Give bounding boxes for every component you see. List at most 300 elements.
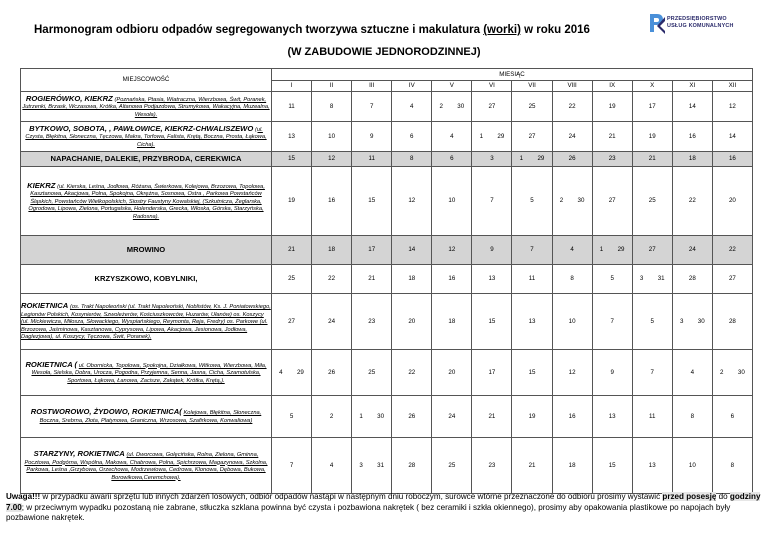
date-cell bbox=[352, 236, 392, 265]
date-cell bbox=[512, 396, 552, 438]
date-value: 28 bbox=[688, 275, 696, 283]
date-value: 25 bbox=[528, 102, 536, 110]
date-cell bbox=[632, 265, 672, 294]
date-value: 13 bbox=[528, 317, 536, 325]
date-cell bbox=[272, 438, 312, 494]
date-cell bbox=[392, 438, 432, 494]
date-value: 13 bbox=[488, 275, 496, 283]
date-cell bbox=[672, 167, 712, 236]
date-cell bbox=[352, 122, 392, 152]
date-cell bbox=[552, 350, 592, 396]
date-cell bbox=[432, 265, 472, 294]
date-cell bbox=[432, 167, 472, 236]
location-cell bbox=[21, 265, 272, 294]
date-value: 4 bbox=[450, 132, 454, 140]
date-cell bbox=[392, 294, 432, 350]
date-cell bbox=[312, 294, 352, 350]
date-cell bbox=[352, 294, 392, 350]
date-cell bbox=[352, 265, 392, 294]
location-streets: ul. Obornicka, Topolowa, Spokojna, Działkowa, Witkowa, Wierzbowa, Miła, Wesoła, Sielska, Dobra, Urocza, Pogodna, Przyjemna, Senna, Jasna, Cicha, Szamotulska, Sportowa, Łąkowa, Łanowa, Zacisze, Zakątek, Krótka, Krętą,). bbox=[31, 362, 267, 384]
schedule-table bbox=[20, 68, 753, 494]
month-col-3: III bbox=[352, 81, 392, 92]
month-col-2: II bbox=[312, 81, 352, 92]
date-cell bbox=[352, 396, 392, 438]
date-cell bbox=[552, 152, 592, 167]
location-streets: (os. Trakt Napoleoński (ul. Trakt Napoleoński, Noblistów, Ks. J. Poniatowskiego, Legionów Polskich, Kosynierów, Szwoleżerów, Kościuszkowców, Huzarów, Ułanów) os. Koszycy (ul. Mickiewicza, Miłosza, Słowackiego, Wyspiańskiego, Reymonta, Reja, Fredry) os. Parkowe (ul. Brzozowa, Jaśminowa, Kasztanowa, Cyprysowa, Lipowa, Akacjowa, Jesionowa, Jodłowa, Daglezjowa), ul. Koszycy, Tęczowa, Świt, Poranek), bbox=[21, 304, 271, 341]
date-cell bbox=[512, 167, 552, 236]
location-header: MIEJSCOWOŚĆ bbox=[21, 69, 272, 92]
date-value: 21 bbox=[648, 155, 656, 163]
date-cell bbox=[672, 350, 712, 396]
title-worki: (worki) bbox=[483, 24, 521, 36]
date-value: 15 bbox=[488, 317, 496, 325]
location-name: NAPACHANIE, DALEKIE, PRZYBRODA, CEREKWICA bbox=[50, 153, 242, 163]
date-value: 17 bbox=[488, 368, 496, 376]
date-cell bbox=[472, 167, 512, 236]
date-value: 7 bbox=[530, 246, 534, 254]
date-cell bbox=[272, 396, 312, 438]
date-cell bbox=[712, 396, 752, 438]
date-cell bbox=[392, 350, 432, 396]
date-value: 21 bbox=[608, 132, 616, 140]
date-value: 13 bbox=[608, 412, 616, 420]
date-cell bbox=[512, 236, 552, 265]
date-value: 19 bbox=[528, 412, 536, 420]
date-value: 21 bbox=[528, 461, 536, 469]
schedule-body bbox=[21, 92, 753, 494]
location-streets: (Poznańska, Ptasia, Wiatraczna, Wierzbowa, Świt, Poranek, Jutrzenki, Brzask, Wczasowa, Krótka, Altanowa Podjazdowa, Strumykowa, Wakacyjna, Muzealna, Wesoła). bbox=[22, 96, 270, 118]
location-name: KIEKRZ bbox=[27, 180, 56, 190]
date-cell bbox=[712, 122, 752, 152]
date-cell bbox=[712, 350, 752, 396]
location-cell bbox=[21, 92, 272, 122]
schedule-row bbox=[21, 167, 753, 236]
highlight-godzina: godziny 7.00 bbox=[6, 492, 761, 512]
date-value: 12 bbox=[328, 155, 336, 163]
date-cell bbox=[272, 92, 312, 122]
date-value: 22 bbox=[568, 102, 576, 110]
date-cell bbox=[392, 152, 432, 167]
date-cell bbox=[512, 350, 552, 396]
date-value: 19 bbox=[648, 132, 656, 140]
date-cell bbox=[392, 265, 432, 294]
schedule-row bbox=[21, 438, 753, 494]
date-cell bbox=[552, 167, 592, 236]
date-cell bbox=[272, 167, 312, 236]
date-value: 21 bbox=[368, 275, 376, 283]
location-name: ROKIETNICA ( bbox=[25, 359, 78, 369]
footer-note: Uwaga!!! w przypadku awarii sprzętu lub innych zdarzeń losowych, odbiór odpadów nastąpi w następnym dniu roboczym, surowce wtórne przeznaczone do odbioru prosimy wystawić przed posesję do godziny 7.00; w przeciwnym wypadku pozostaną nie zabrane, stłuczka szklana powinna być czysta i pozbawiona nakrętek ( bez ceramiki i szkła okiennego), prosimy aby opakowania plastikowe po napojach były pozbawione nakrętek. bbox=[6, 492, 761, 523]
date-value: 29 bbox=[537, 155, 545, 163]
date-value: 24 bbox=[448, 412, 456, 420]
date-cell bbox=[552, 396, 592, 438]
date-value: 18 bbox=[448, 317, 456, 325]
date-value: 24 bbox=[688, 246, 696, 254]
schedule-row bbox=[21, 122, 753, 152]
date-value: 6 bbox=[730, 412, 735, 420]
date-value: 20 bbox=[728, 197, 736, 205]
date-cell bbox=[672, 152, 712, 167]
logo-line1: PRZEDSIĘBIORSTWO bbox=[667, 16, 727, 22]
schedule-row bbox=[21, 236, 753, 265]
date-value: 3 bbox=[639, 275, 644, 283]
date-value: 10 bbox=[688, 461, 696, 469]
date-cell bbox=[552, 438, 592, 494]
date-cell bbox=[272, 152, 312, 167]
date-value: 17 bbox=[648, 102, 656, 110]
date-cell bbox=[672, 294, 712, 350]
page-title: Harmonogram odbioru odpadów segregowanych tworzywa sztuczne i makulatura (worki) w roku 2016 bbox=[34, 24, 590, 36]
date-value: 26 bbox=[328, 368, 336, 376]
date-cell bbox=[472, 122, 512, 152]
date-value: 11 bbox=[649, 412, 656, 420]
date-value: 11 bbox=[288, 102, 295, 110]
location-name: KRZYSZKOWO, KOBYLNIKI, bbox=[94, 273, 198, 283]
date-cell bbox=[472, 438, 512, 494]
date-cell bbox=[472, 92, 512, 122]
month-col-10: X bbox=[632, 81, 672, 92]
location-cell bbox=[21, 350, 272, 396]
date-cell bbox=[712, 265, 752, 294]
location-cell bbox=[21, 167, 272, 236]
date-cell bbox=[672, 122, 712, 152]
date-value: 23 bbox=[368, 317, 376, 325]
date-value: 15 bbox=[288, 155, 295, 163]
date-value: 29 bbox=[497, 132, 505, 140]
date-value: 12 bbox=[448, 246, 456, 254]
date-value: 11 bbox=[528, 275, 536, 283]
date-cell bbox=[632, 152, 672, 167]
location-name: ROGIERÓWKO, KIEKRZ bbox=[25, 93, 113, 103]
date-value: 16 bbox=[448, 275, 456, 283]
date-cell bbox=[312, 265, 352, 294]
date-cell bbox=[552, 265, 592, 294]
date-cell bbox=[552, 92, 592, 122]
schedule-row bbox=[21, 152, 753, 167]
date-value: 4 bbox=[570, 246, 574, 254]
location-streets: (ul. Czysta, Błękitna, Słoneczna, Tęczowa, Makra, Torfowa, Falista, Krętą, Boczna, Prosta, Łąkowa, Cicha). bbox=[25, 126, 267, 148]
date-cell bbox=[312, 350, 352, 396]
month-col-5: V bbox=[432, 81, 472, 92]
date-value: 7 bbox=[289, 461, 294, 469]
date-value: 8 bbox=[329, 102, 334, 110]
date-value: 26 bbox=[408, 412, 416, 420]
date-value: 23 bbox=[488, 461, 496, 469]
location-cell bbox=[21, 294, 272, 350]
date-value: 16 bbox=[568, 412, 576, 420]
date-cell bbox=[352, 92, 392, 122]
month-col-4: IV bbox=[392, 81, 432, 92]
date-value: 12 bbox=[408, 197, 416, 205]
date-value: 18 bbox=[328, 246, 336, 254]
date-value: 4 bbox=[410, 102, 414, 110]
date-cell bbox=[312, 438, 352, 494]
location-streets: Kolejowa, Błękitna, Słoneczna, Boczna, Srebrna, Złota, Platynowa, Graniczna, Wrzosowa, Szafirkowa, Konwaliowa) bbox=[39, 410, 262, 425]
date-value: 2 bbox=[559, 197, 564, 205]
month-col-7: VII bbox=[512, 81, 552, 92]
date-value: 10 bbox=[448, 197, 456, 205]
location-cell bbox=[21, 396, 272, 438]
date-cell bbox=[592, 167, 632, 236]
month-col-1: I bbox=[272, 81, 312, 92]
date-value: 19 bbox=[288, 197, 295, 205]
date-cell bbox=[512, 438, 552, 494]
date-cell bbox=[632, 396, 672, 438]
date-value: 27 bbox=[608, 197, 616, 205]
date-cell bbox=[312, 236, 352, 265]
date-value: 3 bbox=[490, 155, 494, 163]
date-value: 8 bbox=[410, 155, 414, 163]
location-streets: (ul. Dworcowa, Golęcińska, Rolna, Zielona, Gminna, Pocztowa, Podgórna, Wspólna, Makowa, Chabrowa, Polna, Spichrzowa, Magazynowa, Szkolna, Parkowa, Leśna ,Grzybowa, Orzechowa, Modrzewiowa, Cedrowa, Klonowa, Dębowa, Bukowa, Borowikowa,Ceremchowa). bbox=[24, 451, 268, 481]
date-cell bbox=[712, 294, 752, 350]
date-value: 27 bbox=[728, 275, 736, 283]
date-cell bbox=[432, 294, 472, 350]
month-header: MIESIĄC bbox=[272, 69, 753, 81]
schedule-row bbox=[21, 294, 753, 350]
date-value: 2 bbox=[439, 102, 443, 110]
date-cell bbox=[392, 236, 432, 265]
date-value: 6 bbox=[450, 155, 454, 163]
date-cell bbox=[712, 152, 752, 167]
date-value: 25 bbox=[288, 275, 295, 283]
date-value: 7 bbox=[650, 368, 654, 376]
date-value: 31 bbox=[377, 461, 385, 469]
date-cell bbox=[672, 396, 712, 438]
date-value: 27 bbox=[488, 102, 496, 110]
date-cell bbox=[352, 152, 392, 167]
date-value: 15 bbox=[528, 368, 536, 376]
date-cell bbox=[352, 350, 392, 396]
date-cell bbox=[552, 294, 592, 350]
date-cell bbox=[552, 236, 592, 265]
date-value: 18 bbox=[688, 155, 696, 163]
date-value: 17 bbox=[368, 246, 376, 254]
date-cell bbox=[512, 265, 552, 294]
date-cell bbox=[392, 396, 432, 438]
date-value: 11 bbox=[368, 155, 375, 163]
date-cell bbox=[592, 152, 632, 167]
date-value: 25 bbox=[448, 461, 456, 469]
date-value: 9 bbox=[369, 132, 374, 140]
date-cell bbox=[432, 92, 472, 122]
date-value: 20 bbox=[448, 368, 456, 376]
location-cell bbox=[21, 236, 272, 265]
date-cell bbox=[432, 236, 472, 265]
date-cell bbox=[272, 122, 312, 152]
date-cell bbox=[472, 294, 512, 350]
date-value: 1 bbox=[599, 246, 604, 254]
month-col-9: IX bbox=[592, 81, 632, 92]
month-col-11: XI bbox=[672, 81, 712, 92]
date-cell bbox=[272, 350, 312, 396]
date-value: 24 bbox=[568, 132, 576, 140]
date-value: 30 bbox=[737, 368, 745, 376]
date-value: 26 bbox=[568, 155, 576, 163]
date-value: 27 bbox=[648, 246, 656, 254]
date-value: 7 bbox=[490, 197, 494, 205]
date-value: 27 bbox=[288, 317, 295, 325]
date-cell bbox=[592, 396, 632, 438]
company-logo bbox=[648, 12, 758, 34]
date-cell bbox=[432, 438, 472, 494]
date-value: 9 bbox=[610, 368, 614, 376]
date-value: 29 bbox=[296, 368, 304, 376]
schedule-row bbox=[21, 265, 753, 294]
date-cell bbox=[512, 92, 552, 122]
schedule-row bbox=[21, 92, 753, 122]
date-value: 10 bbox=[568, 317, 576, 325]
date-cell bbox=[392, 92, 432, 122]
date-value: 18 bbox=[568, 461, 576, 469]
logo-line2: USŁUG KOMUNALNYCH bbox=[667, 23, 734, 29]
date-cell bbox=[352, 438, 392, 494]
location-name: MROWINO bbox=[126, 244, 166, 254]
date-value: 14 bbox=[688, 102, 696, 110]
date-cell bbox=[672, 92, 712, 122]
date-value: 1 bbox=[359, 412, 363, 420]
date-value: 2 bbox=[329, 412, 334, 420]
date-value: 31 bbox=[657, 275, 665, 283]
date-cell bbox=[632, 438, 672, 494]
date-cell bbox=[672, 438, 712, 494]
date-cell bbox=[632, 122, 672, 152]
date-cell bbox=[432, 152, 472, 167]
date-value: 30 bbox=[377, 412, 385, 420]
month-col-12: XII bbox=[712, 81, 752, 92]
date-value: 5 bbox=[610, 275, 614, 283]
date-cell bbox=[312, 92, 352, 122]
date-value: 28 bbox=[728, 317, 736, 325]
date-value: 27 bbox=[528, 132, 536, 140]
date-value: 25 bbox=[648, 197, 656, 205]
date-cell bbox=[552, 122, 592, 152]
date-value: 7 bbox=[610, 317, 614, 325]
date-value: 1 bbox=[519, 155, 524, 163]
date-cell bbox=[472, 265, 512, 294]
highlight-przed-posesje: przed posesję bbox=[662, 492, 717, 501]
date-cell bbox=[672, 236, 712, 265]
date-value: 4 bbox=[690, 368, 695, 376]
date-value: 21 bbox=[288, 246, 295, 254]
date-cell bbox=[712, 92, 752, 122]
date-value: 30 bbox=[577, 197, 585, 205]
date-value: 23 bbox=[608, 155, 616, 163]
date-value: 5 bbox=[289, 412, 294, 420]
date-cell bbox=[592, 265, 632, 294]
schedule-row bbox=[21, 350, 753, 396]
date-cell bbox=[432, 396, 472, 438]
date-value: 5 bbox=[650, 317, 654, 325]
date-cell bbox=[592, 350, 632, 396]
date-value: 8 bbox=[690, 412, 695, 420]
date-cell bbox=[392, 122, 432, 152]
month-col-8: VIII bbox=[552, 81, 592, 92]
date-value: 28 bbox=[408, 461, 416, 469]
date-cell bbox=[592, 122, 632, 152]
date-value: 24 bbox=[328, 317, 336, 325]
date-value: 22 bbox=[688, 197, 696, 205]
date-value: 12 bbox=[568, 368, 576, 376]
date-cell bbox=[392, 167, 432, 236]
date-cell bbox=[632, 350, 672, 396]
month-col-6: VI bbox=[472, 81, 512, 92]
date-value: 12 bbox=[728, 102, 736, 110]
date-cell bbox=[352, 167, 392, 236]
date-value: 22 bbox=[728, 246, 736, 254]
date-cell bbox=[632, 167, 672, 236]
date-value: 14 bbox=[408, 246, 416, 254]
date-cell bbox=[312, 167, 352, 236]
date-value: 30 bbox=[697, 317, 705, 325]
date-cell bbox=[672, 265, 712, 294]
date-cell bbox=[472, 396, 512, 438]
date-value: 1 bbox=[479, 132, 484, 140]
date-cell bbox=[592, 236, 632, 265]
date-cell bbox=[592, 438, 632, 494]
date-value: 19 bbox=[608, 102, 616, 110]
date-value: 2 bbox=[720, 368, 724, 376]
date-value: 13 bbox=[288, 132, 295, 140]
schedule-row bbox=[21, 396, 753, 438]
location-name: ROSTWOROWO, ŻYDOWO, ROKIETNICA( bbox=[30, 407, 182, 417]
date-cell bbox=[312, 122, 352, 152]
date-cell bbox=[632, 294, 672, 350]
date-cell bbox=[272, 265, 312, 294]
logo-mark-icon bbox=[648, 12, 666, 34]
date-cell bbox=[472, 350, 512, 396]
date-cell bbox=[432, 122, 472, 152]
date-cell bbox=[632, 92, 672, 122]
date-value: 22 bbox=[328, 275, 336, 283]
date-cell bbox=[592, 294, 632, 350]
date-cell bbox=[472, 236, 512, 265]
date-value: 7 bbox=[369, 102, 374, 110]
date-cell bbox=[512, 122, 552, 152]
date-value: 30 bbox=[457, 102, 465, 110]
date-value: 5 bbox=[530, 197, 534, 205]
date-value: 13 bbox=[648, 461, 656, 469]
date-value: 14 bbox=[728, 132, 736, 140]
date-value: 3 bbox=[679, 317, 684, 325]
date-value: 6 bbox=[410, 132, 414, 140]
location-cell bbox=[21, 152, 272, 167]
date-value: 22 bbox=[408, 368, 416, 376]
date-value: 8 bbox=[570, 275, 574, 283]
date-value: 15 bbox=[368, 197, 376, 205]
date-cell bbox=[272, 236, 312, 265]
date-cell bbox=[712, 236, 752, 265]
date-value: 18 bbox=[408, 275, 416, 283]
date-cell bbox=[632, 236, 672, 265]
date-value: 4 bbox=[279, 368, 283, 376]
location-name: STARZYNY, ROKIETNICA bbox=[33, 448, 125, 458]
date-cell bbox=[512, 294, 552, 350]
location-cell bbox=[21, 122, 272, 152]
date-cell bbox=[312, 396, 352, 438]
location-cell bbox=[21, 438, 272, 494]
date-cell bbox=[472, 152, 512, 167]
location-streets: (ul. Kierska, Leśna, Jodłowa, Różana, Świerkowa, Kolejowa, Brzozowa, Topolowa, Kasztanowa, Akacjowa, Polna, Spokojna, Okrężna, Sosnowa, Ostra , Parkowa Powstańców Śląskich, Powstańców Wielkopolskich, Siostry Faustyny Kowalskiej, (Szkutnicza, Żeglarska, Ogrodowa, Lipowa, Zielona, Portugalska, Holenderska, Grecka, Włoska, Górska, Starzyńska, Radosna). bbox=[28, 183, 265, 220]
date-cell bbox=[512, 152, 552, 167]
location-name: ROKIETNICA bbox=[21, 301, 69, 311]
date-cell bbox=[712, 438, 752, 494]
date-value: 9 bbox=[490, 246, 494, 254]
date-cell bbox=[712, 167, 752, 236]
page-subtitle: (W ZABUDOWIE JEDNORODZINNEJ) bbox=[287, 46, 481, 58]
date-cell bbox=[432, 350, 472, 396]
warning-label: Uwaga!!! bbox=[6, 492, 41, 501]
date-value: 20 bbox=[408, 317, 416, 325]
